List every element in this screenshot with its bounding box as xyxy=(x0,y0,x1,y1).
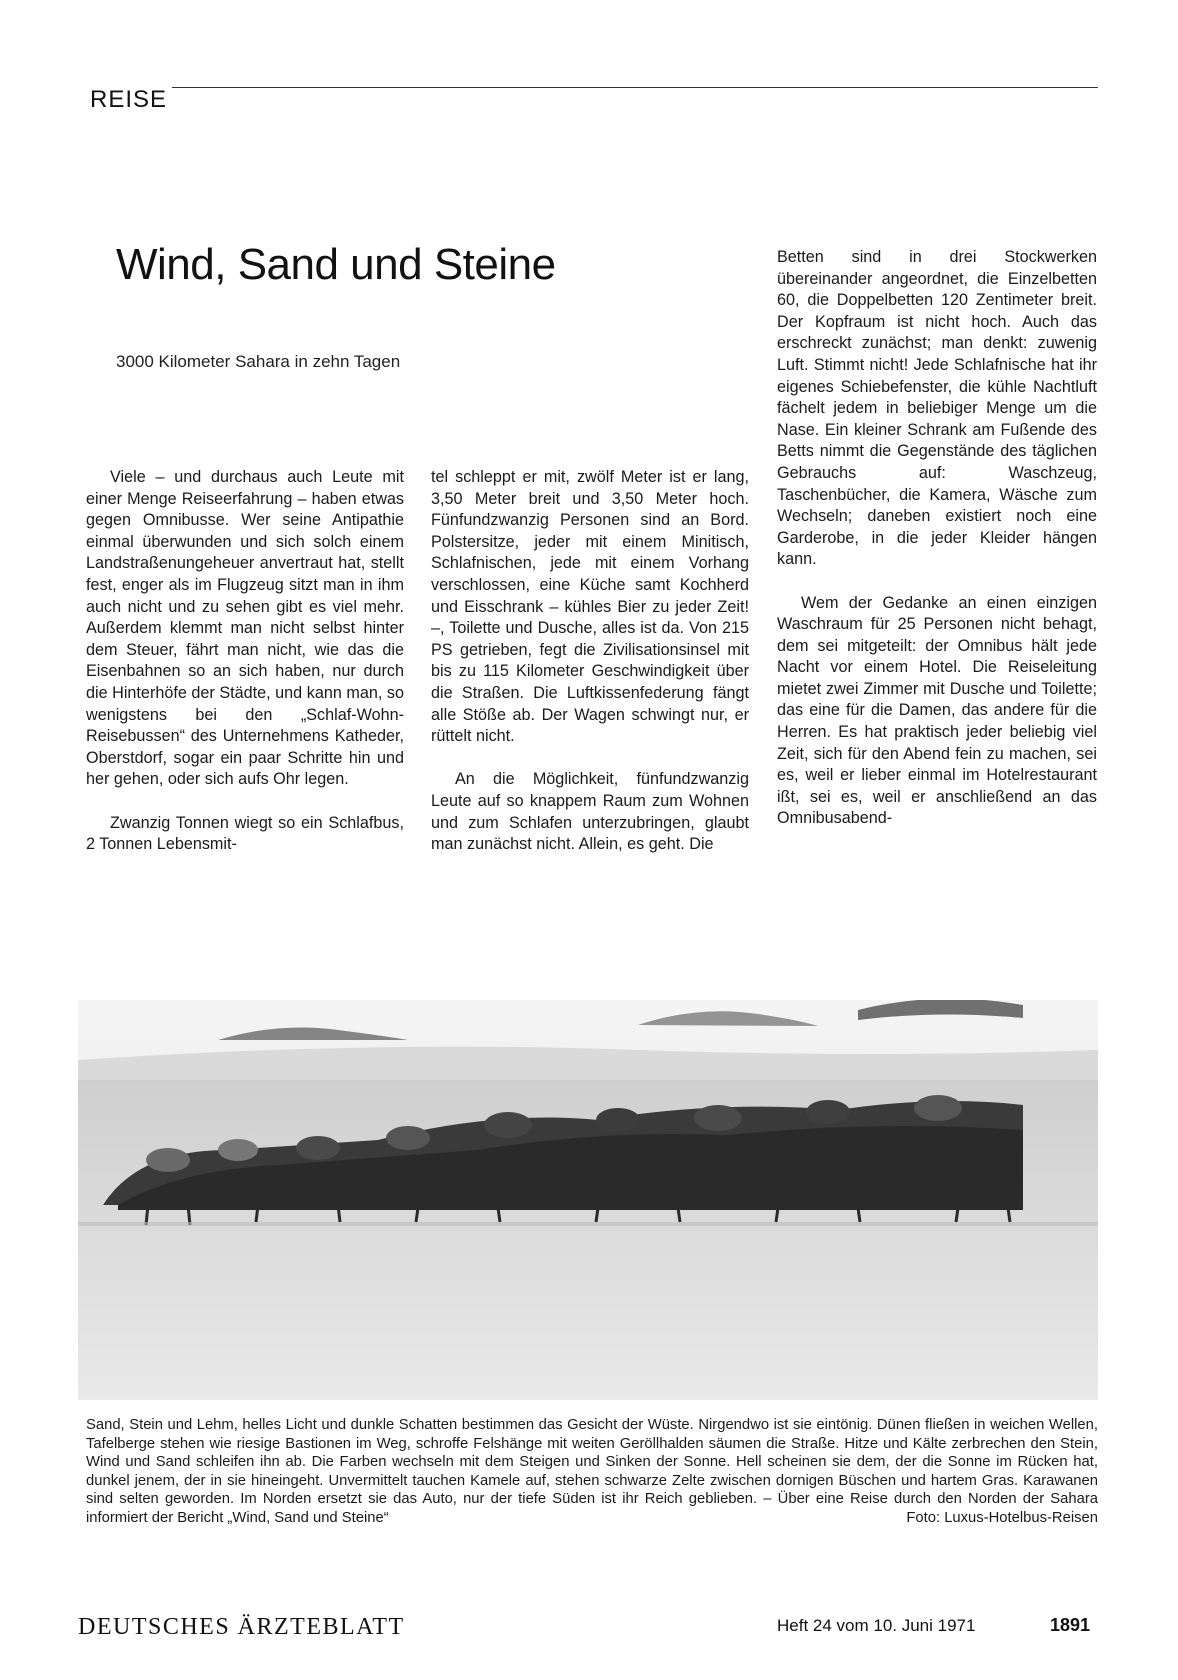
article-title: Wind, Sand und Steine xyxy=(116,240,556,289)
caption-text: Sand, Stein und Lehm, helles Licht und dunkle Schatten bestimmen das Gesicht der Wüste. Nirgendwo ist sie eintönig. Dünen fließen in weichen Wellen, Tafelberge stehen wie riesige Bastionen im Weg, schroffe Felshänge mit weiten Geröllhalden säumen die Straße. Hitze und Kälte zerbrechen den Stein, Wind und Sand schleifen ihn ab. Die Farben wechseln mit dem Steigen und Sinken der Sonne. Hell scheinen sie dem, der die Sonne im Rücken hat, dunkel jenem, der in sie hineingeht. Unvermittelt tauchen Kamele auf, stehen schwarze Zelte zwischen dornigen Büschen und hartem Gras. Karawanen sind selten geworden. Im Norden ersetzt sie das Auto, nur der tiefe Süden ist ihr Reich geblieben. – Über eine Reise durch den Norden der Sahara informiert der Bericht „Wind, Sand und Steine“ xyxy=(86,1417,1098,1526)
header-rule xyxy=(172,87,1098,88)
photo-credit: Foto: Luxus-Hotelbus-Reisen xyxy=(906,1509,1098,1526)
section-label: REISE xyxy=(90,86,168,113)
text-column-3 xyxy=(777,247,1097,852)
text-column-2 xyxy=(431,467,749,877)
journal-name: DEUTSCHES ÄRZTEBLATT xyxy=(78,1614,405,1640)
paragraph: tel schleppt er mit, zwölf Meter ist er lang, 3,50 Meter breit und 3,50 Meter hoch. Fünfundzwanzig Personen sind an Bord. Polstersitze, jeder mit einem Minitisch, Schlafnischen, jede mit einem Vorhang verschlossen, eine Küche samt Kochherd und Eisschrank – kühles Bier zu jeder Zeit! –, Toilette und Dusche, alles ist da. Von 215 PS getrieben, fegt die Zivilisationsinsel mit bis zu 115 Kilometer Geschwindigkeit über die Straßen. Die Luftkissenfederung fängt alle Stöße ab. Der Wagen schwingt nur, er rüttelt nicht. xyxy=(431,468,749,746)
paragraph: Betten sind in drei Stockwerken übereinander angeordnet, die Einzelbetten 60, die Doppelbetten 120 Zentimeter breit. Der Kopfraum ist nicht hoch. Auch das erschreckt zunächst; man denkt: zuwenig Luft. Stimmt nicht! Jede Schlafnische hat ihr eigenes Schiebefenster, die kühle Nachtluft fächelt jedem in beliebiger Menge um die Nase. Ein kleiner Schrank am Fußende des Betts nimmt die Gegenstände des täglichen Gebrauchs auf: Waschzeug, Taschenbücher, die Kamera, Wäsche zum Wechseln; daneben existiert noch eine Garderobe, in die jeder Kleider hängen kann. xyxy=(777,248,1097,569)
article-subtitle: 3000 Kilometer Sahara in zehn Tagen xyxy=(116,352,401,371)
desert-caravan-photo xyxy=(78,1000,1098,1400)
paragraph: Zwanzig Tonnen wiegt so ein Schlafbus, 2 Tonnen Lebensmit- xyxy=(86,813,404,854)
issue-info: Heft 24 vom 10. Juni 1971 xyxy=(777,1616,976,1635)
paragraph: Viele – und durchaus auch Leute mit einer Menge Reiseerfahrung – haben etwas gegen Omnibusse. Wer seine Antipathie einmal überwunden und sich solch einem Landstraßenungeheuer anvertraut hat, stellt fest, enger als im Flugzeug sitzt man in ihm auch nicht und zu sehen gibt es viel mehr. Außerdem klemmt man nicht selbst hinter dem Steuer, fährt man nicht, wie das die Eisenbahnen so an sich haben, nur durch die Hinterhöfe der Städte, und kann man, so wenigstens bei den „Schlaf-Wohn-Reisebussen“ des Unternehmens Katheder, Oberstdorf, sogar ein paar Schritte hin und her gehen, oder sich aufs Ohr legen. xyxy=(86,468,404,789)
paragraph: Wem der Gedanke an einen einzigen Waschraum für 25 Personen nicht behagt, dem sei mitgeteilt: der Omnibus hält jede Nacht vor einem Hotel. Die Reiseleitung mietet zwei Zimmer mit Dusche und Toilette; das eine für die Damen, das andere für die Herren. Es hat praktisch jeder beliebig viel Zeit, sich für den Abend fein zu machen, sei es, weil er lieber einmal im Hotelrestaurant ißt, sei es, weil er anschließend an das Omnibusabend- xyxy=(777,593,1097,828)
paragraph: An die Möglichkeit, fünfundzwanzig Leute auf so knappem Raum zum Wohnen und zum Schlafen unterzubringen, glaubt man zunächst nicht. Allein, es geht. Die xyxy=(431,770,749,854)
page-number: 1891 xyxy=(1050,1615,1091,1635)
photo-caption xyxy=(86,1416,1098,1528)
text-column-1 xyxy=(86,467,404,877)
